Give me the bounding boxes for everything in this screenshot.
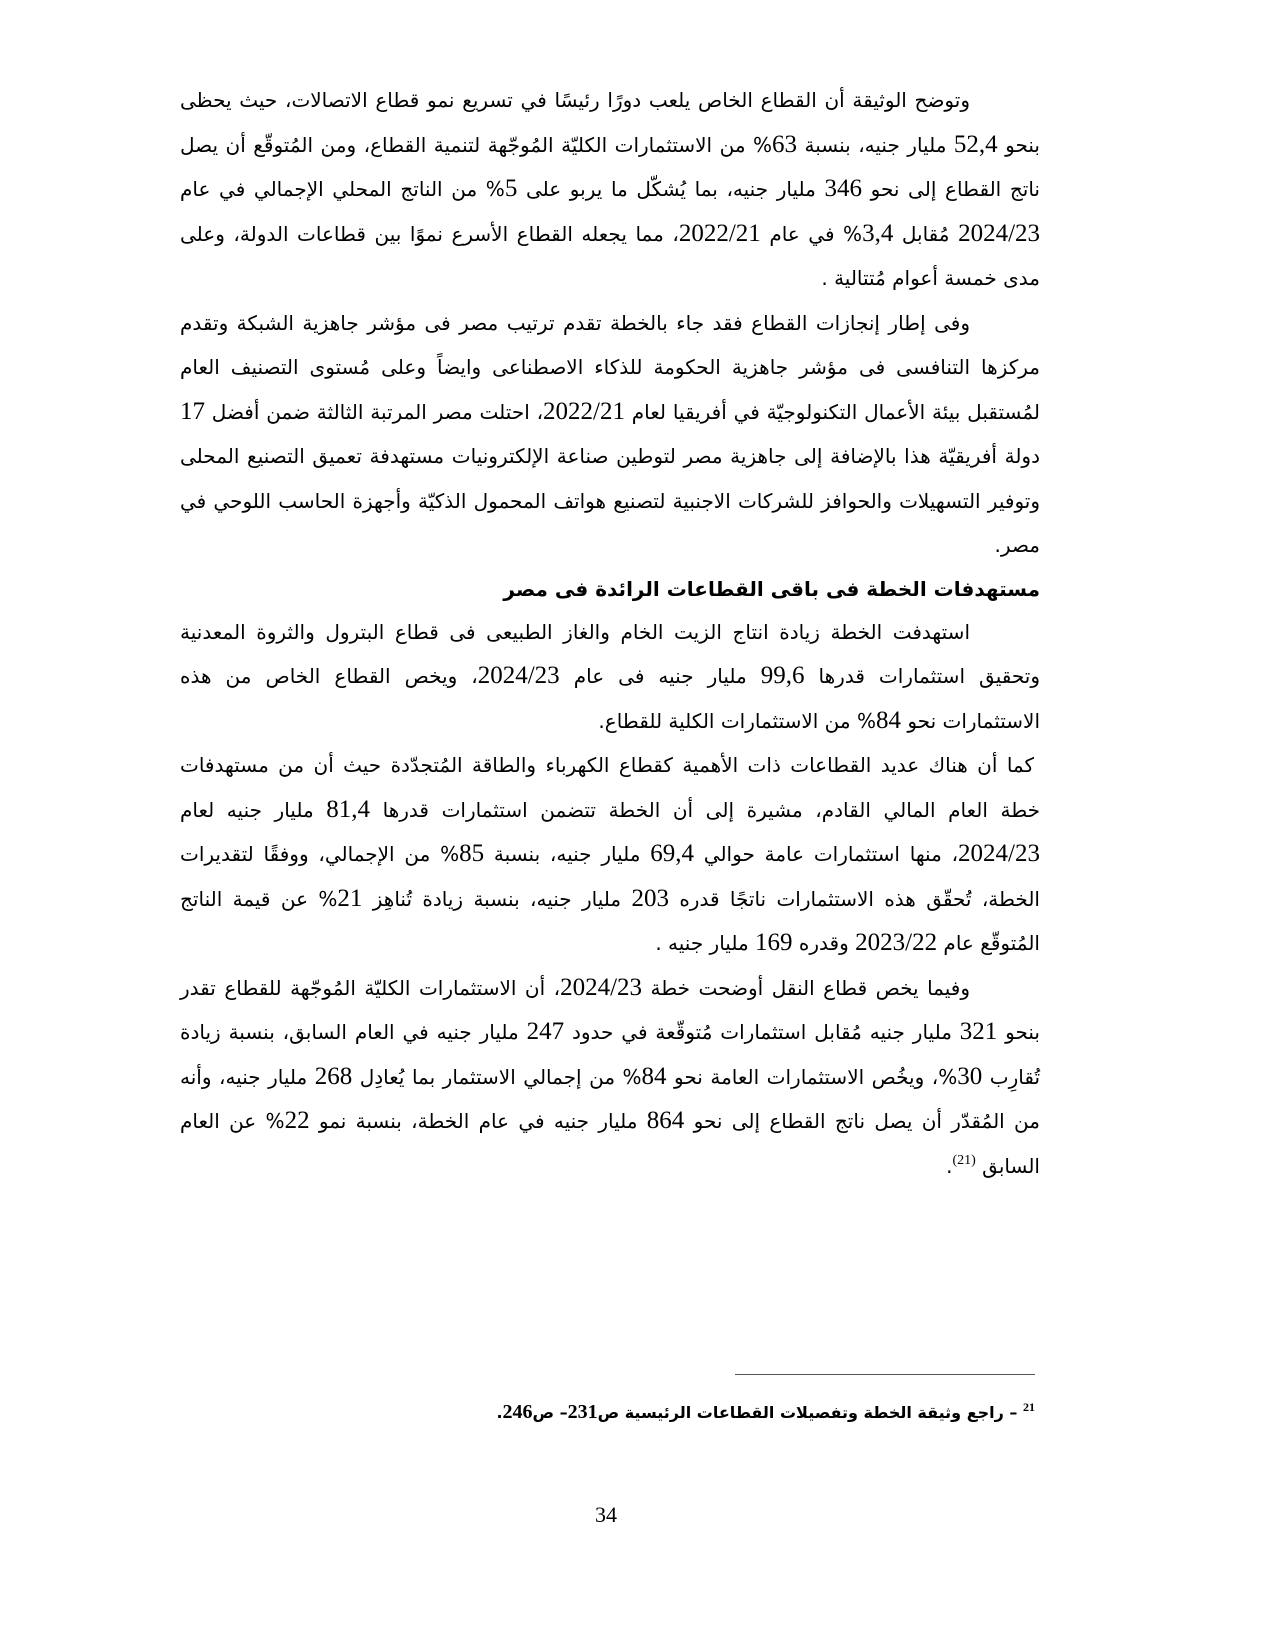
number-value: 169 [755, 929, 793, 956]
number-value: 2024/23 [958, 840, 1040, 867]
footnote-end: . [496, 1403, 503, 1422]
text-run: وتوضح الوثيقة أن القطاع الخاص يلعب دورًا رئيسًا في تسريع نمو قطاع الاتصالات، حيث يحظى بنحو [180, 88, 1040, 157]
text-run: ، أن الاستثمارات الكليّة المُوجّهة للقطاع تقدر بنحو [180, 975, 1040, 1044]
number-value: 85 [459, 840, 485, 867]
text-run: ، احتلت مصر المرتبة الثالثة ضمن أفضل [205, 399, 544, 424]
text-run: مليار جنيه . [655, 931, 756, 955]
text-run: مليار جنيه مُقابل استثمارات مُتوقّعة في حدود [564, 1020, 960, 1044]
number-value: 203 [631, 884, 669, 912]
text-run: % في عام [760, 221, 863, 246]
number-value: 17 [180, 397, 205, 425]
text-run: % من الاستثمارات الكلية للقطاع. [598, 708, 876, 733]
text-run: مليار جنيه، بنسبة [484, 842, 651, 866]
text-run: مليار جنيه لعام [180, 797, 327, 822]
text-run: كما أن هناك عديد القطاعات ذات الأهمية كقطاع الكهرباء والطاقة المُتجدّدة حيث أن من مستهدفات خطة العام المالي القادم، مشيرة إلى أن الخطة تتضمن استثمارات قدرها [180, 753, 1041, 822]
number-value: 2024/23 [477, 662, 560, 689]
number-value: 84 [641, 1062, 667, 1090]
text-run: ، ويخص القطاع الخاص من هذه الاستثمارات نحو [180, 664, 1040, 733]
number-value: 3,4 [862, 219, 894, 247]
footnote-number: 21 [1023, 1400, 1035, 1414]
text-run: % عن قيمة الناتج المُتوقّع عام [180, 886, 1040, 955]
paragraph-petroleum [180, 610, 1040, 744]
text-run: مليار جنيه، وأنه من المُقدّر أن يصل ناتج القطاع إلى نحو [180, 1064, 1040, 1133]
number-value: 69,4 [650, 840, 694, 867]
paragraph-achievements [180, 301, 1040, 568]
text-run: دولة أفريقيّة هذا بالإضافة إلى جاهزية مصر لتوطين صناعة الإلكترونيات مستهدفة تعميق التصنيع المحلى وتوفير التسهيلات والحوافز للشركات الاجنبية لتصنيع هواتف المحمول الذكيّة وأجهزة الحاسب اللوحي في مصر. [180, 444, 1040, 557]
paragraph-transport [180, 966, 1040, 1189]
text-run: . [946, 1153, 953, 1178]
number-value: 321 [959, 1018, 998, 1045]
text-run: وفى إطار إنجازات القطاع فقد جاء بالخطة تقدم ترتيب مصر فى مؤشر جاهزية الشبكة وتقدم مركزها التنافسى فى مؤشر جاهزية الحكومة للذكاء الاصطناعى وايضاً وعلى مُستوى التصنيف العام لمُستقبل بيئة الأعمال التكنولوجيّة في أفريقيا لعام [180, 310, 1040, 424]
number-value: 99,6 [760, 662, 805, 689]
text-run: مليار جنيه، بنسبة زيادة تُناهِز [362, 886, 632, 911]
footnote-page-to: 246 [502, 1401, 533, 1423]
number-value: 22 [284, 1107, 310, 1134]
footnote [496, 1394, 1035, 1426]
text-run: مليار جنيه، بما يُشكّل ما يربو على [517, 177, 825, 201]
number-value: 84 [875, 706, 901, 734]
text-run: % من إجمالي الاستثمار بما يُعادِل [352, 1064, 642, 1089]
footnote-page-from: 231 [567, 1401, 598, 1423]
number-value: 21 [337, 884, 363, 912]
document-body [180, 78, 1040, 1188]
number-value: 63 [772, 130, 798, 158]
paragraphs-before-heading [180, 78, 1040, 568]
number-value: 30 [957, 1062, 983, 1090]
text-run: %، ويخُص الاستثمارات العامة نحو [666, 1064, 958, 1089]
paragraph-telecom [180, 78, 1040, 301]
text-run: % من الإجمالي، ووفقًا لتقديرات الخطة، تُحقّق هذه الاستثمارات ناتجًا قدره [180, 842, 1040, 911]
text-run: ، منها استثمارات عامة حوالي [694, 842, 959, 866]
paragraphs-after-heading [180, 610, 1040, 1189]
footnote-text: – راجع وثيقة الخطة وتفصيلات القطاعات الرئيسية ص [597, 1403, 1023, 1422]
number-value: 81,4 [326, 795, 371, 823]
number-value: 2023/22 [855, 929, 938, 956]
text-run: مليار جنيه، بنسبة [797, 132, 954, 157]
text-run: % من الناتج المحلي الإجمالي في عام [180, 177, 505, 201]
section-heading: مستهدفات الخطة فى باقى القطاعات الرائدة فى مصر [503, 576, 1040, 601]
footnote-dash: – ص [532, 1403, 568, 1422]
text-run: مُقابل [893, 221, 959, 246]
paragraph-electricity [180, 743, 1040, 966]
footnote-reference: (21) [952, 1152, 976, 1168]
text-run: % من الاستثمارات الكليّة المُوجّهة لتنمية القطاع، ومن المُتوقّع أن يصل ناتج القطاع إلى نحو [180, 132, 1040, 201]
footnote-separator [735, 1374, 1035, 1375]
text-run: % عن العام السابق [180, 1109, 1040, 1178]
number-value: 2022/21 [543, 397, 625, 425]
number-value: 268 [314, 1062, 353, 1090]
text-run: مليار جنيه فى عام [559, 664, 761, 688]
number-value: 5 [504, 175, 518, 202]
text-run: مليار جنيه في عام الخطة، بنسبة نمو [309, 1109, 647, 1133]
text-run: استهدفت الخطة زيادة انتاج الزيت الخام والغاز الطبيعى فى قطاع البترول والثروة المعدنية وتحقيق استثمارات قدرها [180, 619, 1040, 688]
number-value: 2022/21 [678, 219, 761, 247]
text-run: مليار جنيه في العام السابق، بنسبة زيادة تُقارِب [180, 1020, 1041, 1089]
text-run: وفيما يخص قطاع النقل أوضحت خطة [642, 975, 970, 1000]
page-number: 34 [595, 1502, 617, 1527]
number-value: 2024/23 [560, 973, 643, 1001]
number-value: 346 [824, 175, 862, 202]
number-value: 864 [646, 1107, 685, 1134]
number-value: 247 [526, 1018, 565, 1045]
number-value: 2024/23 [958, 219, 1041, 247]
number-value: 52,4 [953, 130, 998, 158]
text-run: وقدره [792, 931, 856, 955]
text-run: ، مما يجعله القطاع الأسرع نموًا بين قطاعات الدولة، وعلى مدى خمسة أعوام مُتتالية . [180, 221, 1040, 290]
